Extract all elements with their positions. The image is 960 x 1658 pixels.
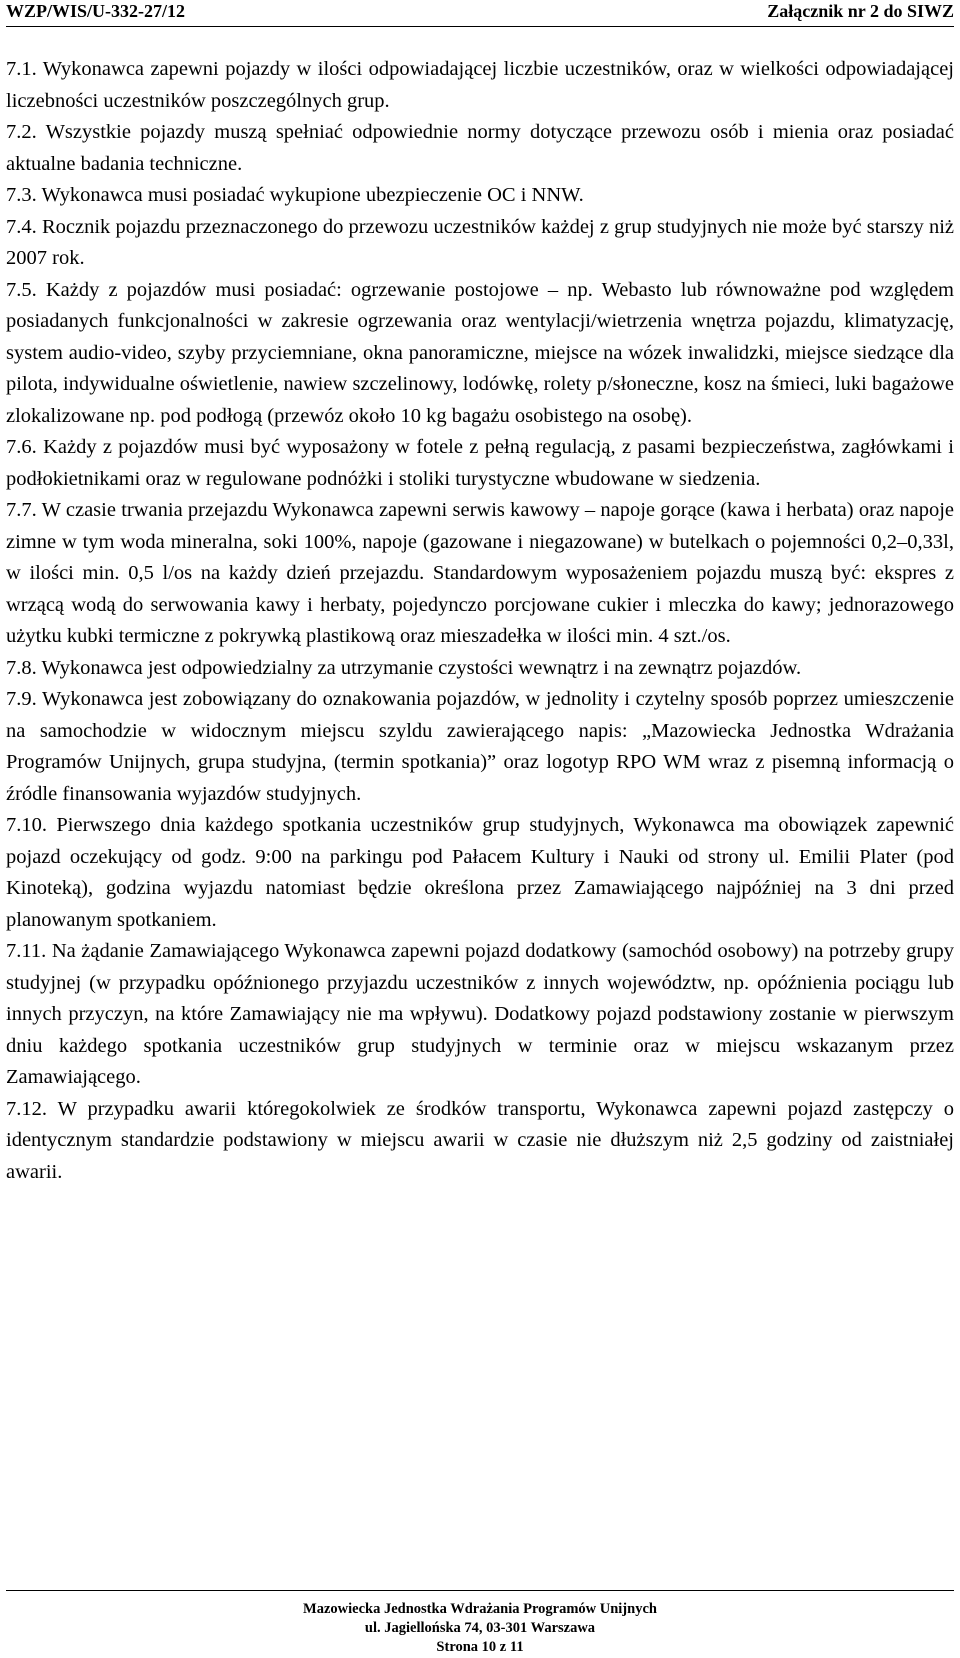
footer-divider bbox=[6, 1590, 954, 1591]
paragraph-7-11: 7.11. Na żądanie Zamawiającego Wykonawca zapewni pojazd dodatkowy (samochód osobowy) na potrzeby grupy studyjnej (w przypadku opóźnionego przyjazdu uczestników z innych województw, np. opóźnienia pociągu lub innych przyczyn, na które Zamawiający nie ma wpływu). Dodatkowy pojazd podstawiony zostanie w pierwszym dniu każdego spotkania uczestników grup studyjnych w terminie oraz w miejscu wskazanym przez Zamawiającego. bbox=[6, 940, 954, 1088]
paragraph-7-1: 7.1. Wykonawca zapewni pojazdy w ilości odpowiadającej liczbie uczestników, oraz w wielkości odpowiadającej liczebności uczestników poszczególnych grup. bbox=[6, 58, 954, 112]
paragraph-7-9: 7.9. Wykonawca jest zobowiązany do oznakowania pojazdów, w jednolity i czytelny sposób poprzez umieszczenie na samochodzie w widocznym miejscu szyldu zawierającego napis: „Mazowiecka Jednostka Wdrażania Programów Unijnych, grupa studyjna, (termin spotkania)” oraz logotyp RPO WM wraz z pisemną informacją o źródle finansowania wyjazdów studyjnych. bbox=[6, 688, 954, 805]
footer-address: ul. Jagiellońska 74, 03-301 Warszawa bbox=[364, 1620, 596, 1636]
paragraph-7-7: 7.7. W czasie trwania przejazdu Wykonawca zapewni serwis kawowy – napoje gorące (kawa i herbata) oraz napoje zimne w tym woda mineralna, soki 100%, napoje (gazowane i niegazowane) w butelkach o pojemności 0,2–0,33l, w ilości min. 0,5 l/os na każdy dzień przejazdu. Standardowym wyposażeniem pojazdu muszą być: ekspres z wrzącą wodą do serwowania kawy i herbaty, pojedynczo porcjowane cukier i mleczka do kawy; jednorazowego użytku kubki termiczne z pokrywką plastikową oraz mieszadełka w ilości min. 4 szt./os. bbox=[6, 499, 954, 647]
paragraph-7-5: 7.5. Każdy z pojazdów musi posiadać: ogrzewanie postojowe – np. Webasto lub równoważne pod względem posiadanych funkcjonalności w zakresie ogrzewania oraz wentylacji/wietrzenia wnętrza pojazdu, klimatyzację, system audio-video, szyby przyciemniane, okna panoramiczne, miejsce na wózek inwalidzki, miejsce siedzące dla pilota, indywidualne oświetlenie, nawiew szczelinowy, lodówkę, rolety p/słoneczne, kosz na śmieci, luki bagażowe zlokalizowane np. pod podłogą (przewóz około 10 kg bagażu osobistego na osobę). bbox=[6, 278, 954, 427]
paragraph-7-6: 7.6. Każdy z pojazdów musi być wyposażony w fotele z pełną regulacją, z pasami bezpieczeństwa, zagłówkami i podłokietnikami oraz w regulowane podnóżki i stoliki turystyczne wbudowane w siedzenia. bbox=[6, 436, 954, 490]
paragraph-7-4: 7.4. Rocznik pojazdu przeznaczonego do przewozu uczestników każdej z grup studyjnych nie może być starszy niż 2007 rok. bbox=[6, 215, 954, 269]
page-footer bbox=[0, 1600, 960, 1657]
footer-organization: Mazowiecka Jednostka Wdrażania Programów Unijnych bbox=[303, 1601, 657, 1617]
paragraph-7-8: 7.8. Wykonawca jest odpowiedzialny za utrzymanie czystości wewnątrz i na zewnątrz pojazdów. bbox=[6, 656, 802, 679]
page-header bbox=[6, 0, 954, 27]
paragraph-7-3: 7.3. Wykonawca musi posiadać wykupione ubezpieczenie OC i NNW. bbox=[6, 184, 584, 206]
paragraph-7-10: 7.10. Pierwszego dnia każdego spotkania uczestników grup studyjnych, Wykonawca ma obowiązek zapewnić pojazd oczekujący od godz. 9:00 na parkingu pod Pałacem Kultury i Nauki od strony ul. Emilii Plater (pod Kinoteką), godzina wyjazdu natomiast będzie określona przez Zamawiającego najpóźniej na 3 dni przed planowanym spotkaniem. bbox=[6, 814, 954, 931]
document-body bbox=[6, 54, 954, 1188]
attachment-label: Załącznik nr 2 do SIWZ bbox=[767, 1, 954, 21]
paragraph-7-2: 7.2. Wszystkie pojazdy muszą spełniać odpowiednie normy dotyczące przewozu osób i mienia oraz posiadać aktualne badania techniczne. bbox=[6, 121, 954, 175]
page-number: Strona 10 z 11 bbox=[436, 1639, 524, 1655]
document-reference: WZP/WIS/U-332-27/12 bbox=[6, 1, 186, 21]
paragraph-7-12: 7.12. W przypadku awarii któregokolwiek ze środków transportu, Wykonawca zapewni pojazd zastępczy o identycznym standardzie podstawiony w miejscu awarii w czasie nie dłuższym niż 2,5 godziny od zaistniałej awarii. bbox=[6, 1097, 954, 1183]
